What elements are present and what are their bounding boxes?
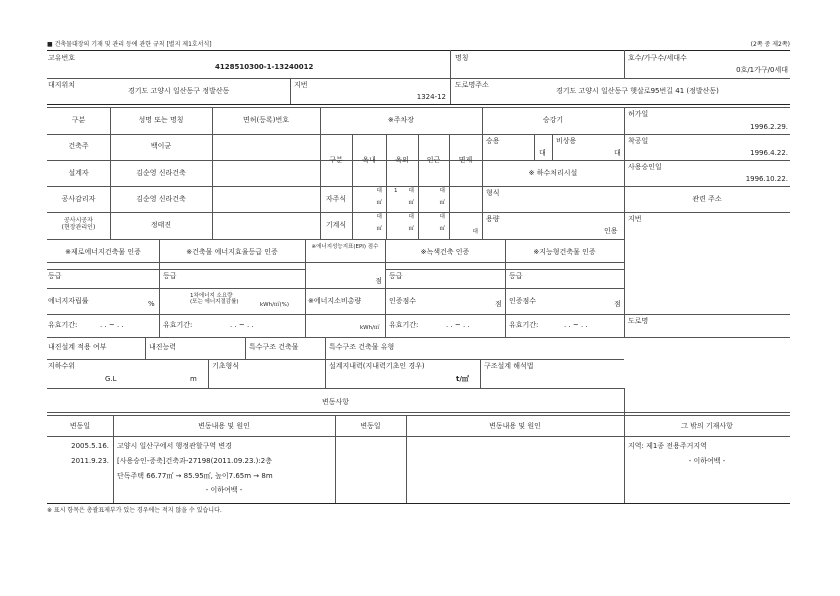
unit: ㎡	[408, 226, 414, 232]
related-road-label: 도로명	[628, 317, 649, 325]
people-header-name: 성명 또는 명칭	[138, 116, 184, 124]
approve-value: 1996.10.22.	[745, 175, 788, 183]
road-value: 경기도 고양시 일산동구 햇살로95번길 41 (정발산동)	[556, 87, 719, 95]
point-unit: 점	[614, 300, 621, 308]
people-type: 건축주	[68, 142, 89, 150]
m-unit: m	[190, 375, 197, 383]
special-structure-type-label: 특수구조 건축물 유형	[329, 343, 395, 351]
unit: ㎡	[408, 200, 414, 206]
grade-label: 등급	[163, 272, 177, 280]
valid-range: . . ~ . .	[564, 321, 588, 329]
changes-title: 변동사항	[321, 398, 350, 406]
changes-header-date: 변동일	[69, 422, 91, 430]
sewage-type-label: 형식	[486, 189, 500, 197]
people-name: 김순영 신라건축	[136, 195, 186, 203]
cert-score-label: 인증점수	[509, 297, 537, 305]
people-type: 공사감리자	[61, 195, 96, 203]
law-reference: ■ 건축물대장의 기재 및 관리 등에 관한 규칙 [별지 제1호서식]	[47, 41, 212, 48]
sewage-capacity-label: 용량	[486, 215, 500, 223]
unit: 대	[376, 188, 382, 194]
valid-label: 유효기간:	[48, 321, 78, 329]
start-value: 1996.4.22.	[750, 149, 788, 157]
parking-mech-label: 기계식	[325, 221, 347, 229]
grade-label: 등급	[509, 272, 523, 280]
people-type: 설계자	[68, 169, 89, 177]
related-address-label: 관련 주소	[692, 195, 722, 203]
valid-range: . . ~ . .	[100, 321, 124, 329]
quake-capacity-label: 내진능력	[149, 343, 177, 351]
quake-label: 내진설계 적용 여부	[48, 343, 107, 351]
elevator-passenger: 승용	[486, 137, 500, 145]
consume-label: ※에너지소비총량	[308, 297, 362, 305]
units-label: 호수/가구수/세대수	[628, 54, 687, 62]
bearing-label: 설계지내력(지내력기초인 경우)	[329, 362, 425, 370]
primary-energy-label: 1차에너지 소요량 (또는 에너지절감률)	[190, 293, 239, 306]
change-text: 단독주택 66.77㎡ → 85.95㎡, 높이7.65m → 8m	[117, 472, 273, 480]
unit: ㎡	[439, 200, 445, 206]
valid-label: 유효기간:	[163, 321, 193, 329]
parking-title: ※주차장	[387, 116, 415, 124]
location-value: 경기도 고양시 일산동구 정발산동	[128, 87, 230, 95]
self-rate-label: 에너지자립률	[48, 297, 89, 305]
elevator-unit: 대	[539, 149, 546, 157]
changes-header-content: 변동내용 및 원인	[198, 422, 250, 430]
grade-label: 등급	[389, 272, 403, 280]
parking-header-exempt: 면제	[458, 156, 473, 164]
percent-unit: %	[148, 300, 155, 308]
foundation-label: 기초형식	[212, 362, 240, 370]
changes-header-date2: 변동일	[360, 422, 381, 430]
sewage-title: ※ 하수처리시설	[528, 169, 578, 177]
elevator-emergency: 비상용	[556, 137, 577, 145]
kwh-unit: kWh/㎡(%)	[260, 302, 289, 308]
people-name: 정태진	[150, 221, 172, 229]
approve-label: 사용승인일	[628, 163, 662, 171]
top-border	[47, 50, 790, 51]
unit: 대	[376, 214, 382, 220]
cert-efficiency: ※건축물 에너지효율등급 인증	[186, 248, 278, 256]
special-structure-label: 특수구조 건축물	[249, 343, 299, 351]
location-label: 대지위치	[48, 81, 76, 89]
name-label: 명칭	[455, 54, 469, 62]
parking-header-outdoor: 옥외	[395, 156, 409, 164]
elevator-title: 승강기	[542, 116, 564, 124]
cert-green: ※녹색건축 인증	[420, 248, 470, 256]
parking-header-indoor: 옥내	[362, 156, 376, 164]
permit-label: 허가일	[628, 110, 649, 118]
parking-header-type: 구분	[329, 156, 343, 164]
groundwater-label: 지하수위	[48, 362, 76, 370]
cert-smart: ※지능형건축물 인증	[533, 248, 596, 256]
id-label: 고유번호	[48, 54, 76, 62]
unit: 대	[439, 188, 445, 194]
id-value: 4128510300-1-13240012	[215, 63, 314, 71]
permit-value: 1996.2.29.	[750, 123, 788, 131]
other-item: - 이하여백 -	[688, 457, 726, 465]
units-value: 0호/1가구/0세대	[736, 66, 788, 74]
changes-header-other: 그 밖의 기재사항	[681, 422, 733, 430]
change-text: [사용승인-증축]건축과-27198(2011.09.23.):2층	[117, 457, 272, 465]
grade-label: 등급	[48, 272, 62, 280]
lot-value: 1324-12	[416, 93, 446, 101]
epi-point: 점	[375, 277, 382, 285]
changes-header-content2: 변동내용 및 원인	[489, 422, 541, 430]
tm2-unit: t/㎡	[456, 375, 469, 383]
valid-label: 유효기간:	[389, 321, 419, 329]
change-date: 2005.5.16.	[71, 442, 109, 450]
footnote: ※ 표시 항목은 총괄표제부가 있는 경우에는 적지 않을 수 있습니다.	[47, 507, 222, 514]
other-item: 지역: 제1종 전용주거지역	[628, 442, 707, 450]
start-label: 착공일	[628, 137, 649, 145]
unit: 대	[408, 214, 414, 220]
unit: 대	[439, 214, 445, 220]
parking-self-label: 자주식	[325, 195, 347, 203]
gl-label: G.L	[105, 375, 117, 383]
point-unit: 점	[495, 300, 502, 308]
parking-header-near: 인근	[426, 156, 441, 164]
people-type: 공사시공자 (현장관리인)	[61, 217, 96, 231]
sewage-capacity-unit: 인용	[604, 227, 618, 235]
people-header-reg: 면허(등록)번호	[242, 116, 290, 124]
elevator-unit: 대	[614, 149, 621, 157]
kwh-small: kWh/㎡	[360, 325, 380, 331]
valid-range: . . ~ . .	[230, 321, 254, 329]
cert-score-label: 인증점수	[389, 297, 417, 305]
cert-zero: ※제로에너지건축물 인증	[65, 248, 141, 256]
unit: ㎡	[439, 226, 445, 232]
unit: 대	[408, 188, 414, 194]
people-header-type: 구분	[71, 116, 86, 124]
change-text: - 이하여백 -	[205, 486, 243, 494]
road-label: 도로명주소	[455, 81, 489, 89]
change-text: 고양시 일산구에서 행정관할구역 변경	[117, 442, 232, 450]
unit: ㎡	[376, 200, 382, 206]
related-lot-label: 지번	[628, 215, 642, 223]
lot-label: 지번	[294, 81, 308, 89]
cert-epi: ※에너지성능지표(EPI) 점수	[311, 244, 379, 250]
change-date: 2011.9.23.	[71, 457, 109, 465]
analysis-label: 구조설계 해석법	[484, 362, 534, 370]
unit: 대	[472, 229, 478, 235]
people-name: 백이균	[150, 142, 172, 150]
parking-self-outdoor-count: 1	[394, 188, 398, 194]
valid-label: 유효기간:	[509, 321, 539, 329]
page-indicator: (2쪽 중 제2쪽)	[750, 41, 790, 48]
people-name: 김순영 신라건축	[136, 169, 186, 177]
valid-range: . . ~ . .	[446, 321, 470, 329]
unit: ㎡	[376, 226, 382, 232]
